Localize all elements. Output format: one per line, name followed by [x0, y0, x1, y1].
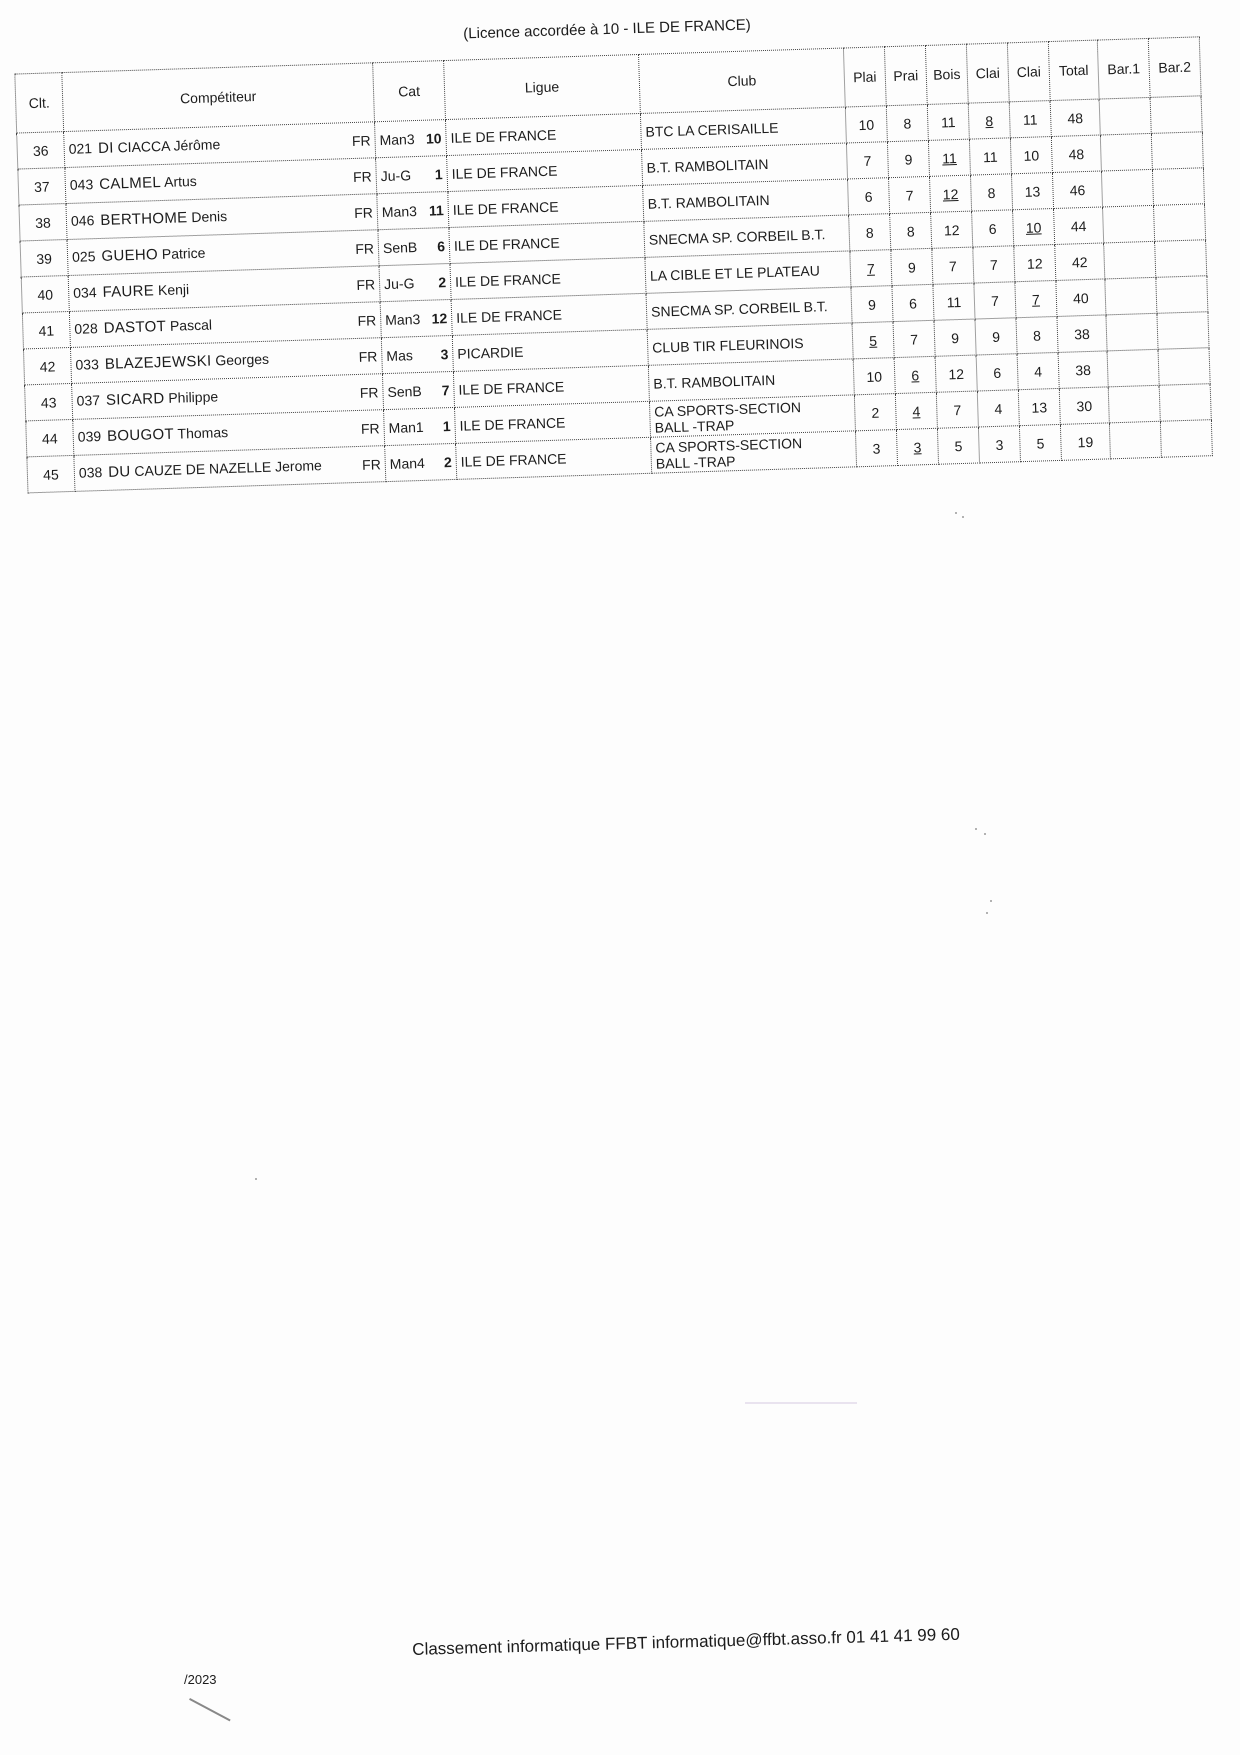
score-value: 3 [872, 440, 881, 457]
category-cell [376, 156, 448, 194]
rank-cell: 39 [20, 240, 68, 277]
category-cell [381, 335, 453, 373]
rank-cell: 37 [18, 168, 66, 205]
category-rank: 1 [434, 165, 443, 182]
category-code: SenB [387, 382, 422, 400]
score-clai2 [1016, 316, 1058, 353]
score-value: 8 [906, 222, 915, 240]
score-prai [890, 212, 932, 249]
score-value: 2 [871, 404, 880, 421]
competitor-number: 037 [76, 392, 101, 409]
total-cell: 48 [1050, 99, 1100, 137]
score-value: 10 [1023, 146, 1040, 164]
bar-1-cell [1106, 313, 1158, 351]
bar-2-cell [1154, 204, 1206, 242]
competitor-number: 028 [74, 320, 98, 337]
nationality: FR [351, 131, 371, 149]
competitor-name: Artus [163, 172, 198, 190]
score-value: 10 [866, 367, 883, 385]
score-value: 8 [987, 184, 996, 201]
col-header-plai: Plai [843, 47, 886, 107]
bar-2-cell [1151, 132, 1203, 170]
ligue-cell: ILE DE FRANCE [453, 365, 649, 407]
category-rank: 3 [440, 345, 449, 362]
competitor-number: 033 [75, 356, 100, 373]
print-date: /2023 [184, 1672, 217, 1687]
col-header-club: Club [639, 48, 846, 113]
score-prai [896, 428, 938, 465]
category-code: Man1 [388, 418, 424, 436]
club-line: BALL -TRAP [654, 416, 735, 436]
score-bois [936, 391, 978, 428]
score-prai [891, 248, 933, 285]
bar-1-cell [1099, 97, 1151, 135]
rank-cell: 43 [25, 383, 73, 420]
competitor-number: 039 [77, 428, 102, 445]
score-plai [853, 358, 895, 395]
score-plai [854, 394, 896, 431]
category-cell [385, 443, 457, 481]
score-value: 9 [991, 328, 1001, 345]
score-prai [893, 320, 935, 357]
pen-stroke [189, 1698, 231, 1721]
score-value: 5 [1036, 434, 1045, 452]
score-value: 9 [867, 296, 877, 313]
category-rank: 11 [428, 201, 445, 219]
score-value: 8 [1032, 326, 1042, 344]
ligue-cell: ILE DE FRANCE [456, 437, 652, 479]
nationality: FR [357, 311, 377, 329]
score-clai1 [972, 210, 1014, 247]
ligue-cell: ILE DE FRANCE [449, 221, 645, 263]
competitor-number: 038 [78, 464, 103, 481]
score-value: 4 [912, 402, 921, 420]
score-value: 8 [985, 112, 994, 129]
score-clai2 [1009, 101, 1051, 138]
category-rank: 1 [442, 417, 451, 434]
results-body [17, 96, 1213, 493]
ligue-cell: ILE DE FRANCE [451, 293, 647, 335]
col-header-clai-2: Clai [1007, 42, 1050, 102]
ligue-cell: ILE DE FRANCE [445, 113, 641, 155]
score-value: 6 [993, 364, 1002, 381]
rank-cell: 41 [22, 311, 70, 348]
nationality: FR [361, 455, 382, 473]
category-cell [378, 228, 450, 266]
bar-1-cell [1103, 205, 1155, 243]
score-value: 7 [909, 330, 919, 348]
page-footer: Classement informatique FFBT informatique@ffbt.asso.fr 01 41 41 99 60 [412, 1624, 961, 1659]
results-table [14, 36, 1213, 493]
score-value: 13 [1031, 398, 1048, 416]
club-line: BALL -TRAP [655, 452, 736, 472]
club-line: CA SPORTS-SECTION [655, 434, 803, 456]
competitor-name: Patrice [161, 244, 206, 263]
nationality: FR [359, 383, 379, 401]
score-prai [889, 176, 931, 213]
category-code: SenB [382, 238, 418, 256]
score-clai1 [970, 174, 1012, 211]
total-cell: 42 [1055, 243, 1105, 281]
score-clai2 [1010, 137, 1052, 174]
bar-2-cell [1155, 240, 1207, 278]
club-line: BTC LA CERISAILLE [645, 119, 779, 140]
col-header-ligue: Ligue [444, 54, 641, 119]
score-bois [931, 211, 973, 248]
competitor-last-name: SICARD [105, 390, 165, 409]
score-value: 12 [943, 221, 960, 238]
total-cell: 30 [1059, 387, 1109, 425]
category-code: Mas [386, 346, 414, 364]
category-rank: 6 [436, 237, 446, 254]
score-clai2 [1017, 352, 1059, 389]
score-prai [892, 284, 934, 321]
score-value: 3 [995, 436, 1004, 453]
score-value: 12 [948, 365, 965, 382]
score-value: 7 [989, 256, 998, 273]
competitor-name: Georges [215, 350, 270, 369]
col-header-competiteur: Compétiteur [62, 63, 375, 132]
club-line: SNECMA SP. CORBEIL B.T. [650, 297, 828, 320]
club-cell [651, 431, 857, 473]
results-sheet [0, 1, 1233, 483]
score-value: 8 [903, 114, 912, 132]
score-value: 7 [1031, 290, 1041, 308]
category-rank: 10 [425, 129, 442, 147]
competitor-number: 025 [71, 248, 96, 265]
category-rank: 2 [443, 453, 452, 470]
col-header-bar-2: Bar.2 [1148, 37, 1201, 98]
nationality: FR [355, 239, 375, 257]
score-value: 11 [982, 148, 998, 165]
bar-1-cell [1108, 385, 1160, 423]
bar-1-cell [1101, 169, 1153, 207]
score-value: 10 [858, 116, 875, 133]
score-bois [928, 139, 970, 176]
category-code: Man4 [389, 454, 426, 472]
competitor-number: 046 [70, 212, 95, 229]
scan-speck [975, 828, 977, 830]
score-value: 11 [940, 113, 956, 130]
col-header-clt: Clt. [15, 73, 64, 133]
score-clai2 [1011, 173, 1053, 210]
competitor-last-name: GUEHO [101, 246, 159, 265]
club-line: CLUB TIR FLEURINOIS [651, 334, 804, 356]
score-clai1 [978, 426, 1020, 463]
score-plai [852, 322, 894, 359]
score-value: 13 [1024, 182, 1041, 200]
score-bois [934, 319, 976, 356]
scan-speck [255, 1178, 257, 1180]
scan-smudge [745, 1402, 857, 1404]
ligue-cell: ILE DE FRANCE [447, 149, 643, 191]
competitor-last-name: BLAZEJEWSKI [104, 352, 212, 373]
scan-speck [986, 912, 988, 914]
score-clai2 [1018, 388, 1060, 425]
score-value: 7 [866, 260, 875, 277]
score-prai [887, 140, 929, 177]
score-value: 7 [948, 257, 957, 274]
score-clai2 [1019, 424, 1061, 461]
nationality: FR [352, 167, 372, 185]
score-value: 4 [994, 400, 1003, 417]
score-value: 9 [904, 150, 913, 168]
score-value: 7 [863, 152, 872, 169]
score-clai1 [968, 102, 1010, 139]
page-title: (Licence accordée à 10 - ILE DE FRANCE) [463, 16, 752, 43]
bar-2-cell [1159, 384, 1211, 422]
score-bois [937, 427, 979, 464]
score-clai1 [969, 138, 1011, 175]
competitor-last-name: FAURE [102, 282, 155, 301]
club-line: CA SPORTS-SECTION [653, 398, 802, 420]
category-code: Man3 [379, 130, 415, 148]
nationality: FR [360, 419, 380, 437]
category-code: Man3 [384, 310, 421, 328]
rank-cell: 36 [17, 132, 65, 169]
bar-2-cell [1160, 420, 1212, 458]
score-clai1 [973, 246, 1015, 283]
score-value: 11 [1022, 110, 1038, 128]
score-bois [932, 247, 974, 284]
score-value: 4 [1034, 362, 1043, 380]
category-rank: 7 [441, 381, 450, 398]
score-value: 6 [864, 188, 873, 205]
score-clai2 [1015, 280, 1057, 317]
total-cell: 40 [1056, 279, 1106, 317]
total-cell: 38 [1058, 351, 1108, 389]
scan-speck [990, 900, 992, 902]
score-clai2 [1013, 209, 1055, 246]
category-cell [379, 263, 451, 301]
ligue-cell: ILE DE FRANCE [455, 401, 651, 443]
score-clai1 [976, 354, 1018, 391]
competitor-last-name: DASTOT [103, 317, 167, 337]
rank-cell: 40 [21, 275, 69, 312]
scan-speck [955, 512, 957, 514]
club-line: SNECMA SP. CORBEIL B.T. [648, 225, 826, 248]
competitor-last-name: BOUGOT [106, 425, 175, 445]
scan-speck [984, 833, 986, 835]
bar-1-cell [1109, 421, 1161, 459]
total-cell: 48 [1051, 135, 1101, 173]
competitor-name: Philippe [168, 388, 219, 406]
category-code: Ju-G [383, 274, 415, 292]
club-line: B.T. RAMBOLITAIN [653, 371, 776, 392]
col-header-cat: Cat [373, 61, 446, 122]
score-plai [850, 250, 892, 287]
competitor-last-name: BERTHOME [100, 209, 188, 229]
club-line: LA CIBLE ET LE PLATEAU [649, 261, 821, 284]
score-clai1 [977, 390, 1019, 427]
score-plai [855, 430, 897, 467]
score-plai [848, 178, 890, 215]
score-value: 8 [865, 224, 874, 241]
score-clai1 [974, 282, 1016, 319]
score-plai [851, 286, 893, 323]
category-rank: 12 [431, 309, 448, 327]
bar-1-cell [1104, 241, 1156, 279]
score-clai2 [1014, 244, 1056, 281]
score-value: 5 [954, 437, 963, 454]
score-value: 12 [942, 185, 959, 202]
competitor-last-name: CALMEL [98, 174, 162, 193]
category-cell [382, 371, 454, 409]
score-bois [927, 103, 969, 140]
competitor-name: Kenji [157, 281, 190, 299]
category-code: Ju-G [380, 166, 412, 184]
rank-cell: 42 [23, 347, 71, 384]
ligue-cell: ILE DE FRANCE [450, 257, 646, 299]
score-clai1 [975, 318, 1017, 355]
category-code: Man3 [381, 202, 418, 220]
bar-1-cell [1105, 277, 1157, 315]
col-header-bois: Bois [925, 44, 968, 104]
rank-cell: 38 [19, 204, 67, 241]
category-rank: 2 [438, 273, 447, 290]
col-header-prai: Prai [884, 45, 927, 105]
score-value: 7 [905, 186, 914, 204]
competitor-name: Thomas [177, 424, 229, 442]
club-line: B.T. RAMBOLITAIN [646, 155, 769, 176]
ligue-cell: ILE DE FRANCE [448, 185, 644, 227]
category-cell [377, 192, 449, 230]
bar-2-cell [1158, 348, 1210, 386]
nationality: FR [353, 203, 374, 221]
competitor-name: Pascal [169, 316, 213, 334]
score-value: 6 [911, 366, 920, 384]
score-value: 9 [907, 258, 916, 276]
total-cell: 44 [1054, 207, 1104, 245]
total-cell: 46 [1052, 171, 1102, 209]
bar-2-cell [1157, 312, 1209, 350]
bar-1-cell [1100, 133, 1152, 171]
bar-2-cell [1152, 168, 1204, 206]
score-value: 6 [988, 220, 997, 237]
score-value: 10 [1025, 218, 1042, 236]
competitor-last-name: DU [107, 463, 131, 481]
competitor-last-name: DI [97, 139, 114, 157]
category-cell [375, 120, 447, 158]
score-value: 7 [953, 401, 962, 418]
club-line: B.T. RAMBOLITAIN [647, 191, 770, 212]
score-value: 3 [913, 438, 922, 456]
competitor-name: CIACCA Jérôme [117, 136, 221, 156]
col-header-clai-1: Clai [966, 43, 1009, 103]
competitor-name: Denis [191, 207, 228, 226]
ligue-cell: PICARDIE [452, 329, 648, 371]
bar-2-cell [1156, 276, 1208, 314]
competitor-number: 021 [68, 140, 93, 157]
competitor-name: CAUZE DE NAZELLE Jerome [134, 457, 323, 480]
score-value: 9 [950, 329, 960, 346]
bar-1-cell [1107, 349, 1159, 387]
category-cell [380, 299, 452, 337]
score-prai [895, 392, 937, 429]
score-value: 5 [868, 332, 878, 349]
competitor-number: 043 [69, 176, 94, 193]
rank-cell: 45 [27, 455, 75, 492]
score-value: 6 [908, 294, 918, 312]
rank-cell: 44 [26, 419, 74, 456]
col-header-total: Total [1048, 40, 1099, 101]
col-header-bar-1: Bar.1 [1097, 38, 1150, 99]
score-value: 11 [946, 293, 962, 310]
score-plai [846, 142, 888, 179]
total-cell: 19 [1060, 423, 1110, 461]
bar-2-cell [1150, 96, 1202, 134]
category-cell [384, 407, 456, 445]
score-prai [886, 104, 928, 141]
score-value: 7 [990, 292, 1000, 309]
scan-speck [962, 516, 964, 518]
total-cell: 38 [1057, 315, 1107, 353]
score-prai [894, 356, 936, 393]
nationality: FR [356, 275, 376, 293]
score-plai [845, 106, 887, 143]
competitor-number: 034 [72, 284, 97, 301]
score-value: 11 [941, 149, 957, 166]
score-bois [933, 283, 975, 320]
score-bois [935, 355, 977, 392]
score-value: 12 [1026, 254, 1043, 272]
score-plai [849, 214, 891, 251]
nationality: FR [358, 347, 378, 365]
score-bois [929, 175, 971, 212]
